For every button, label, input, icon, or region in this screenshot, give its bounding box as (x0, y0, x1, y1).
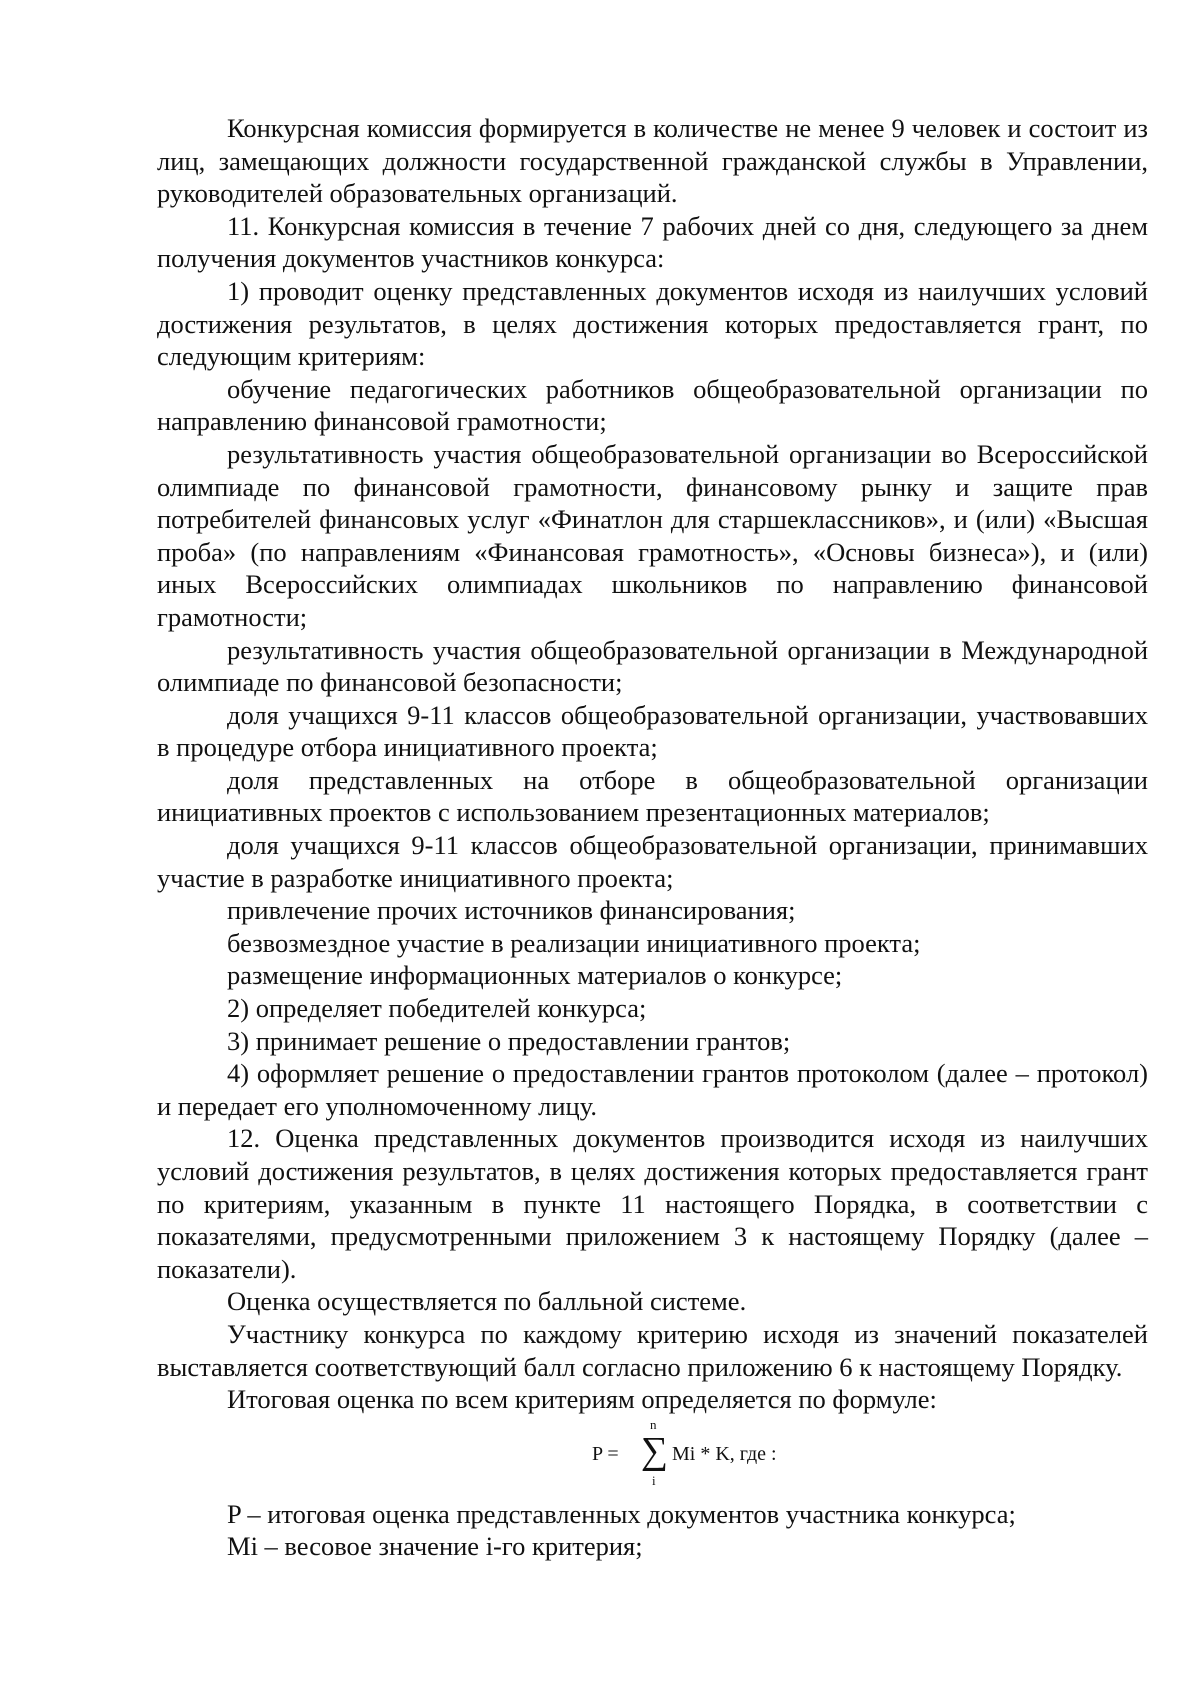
paragraph: размещение информационных материалов о конкурсе; (227, 960, 843, 991)
score-formula (592, 1416, 812, 1490)
paragraph: обучение педагогических работников общеобразовательной организации по направлению финансовой грамотности; (157, 373, 1148, 437)
formula-upper-limit: n (650, 1416, 657, 1432)
paragraph: P – итоговая оценка представленных документов участника конкурса; (227, 1498, 1016, 1529)
paragraphs-before-formula (157, 112, 1148, 1416)
paragraph: результативность участия общеобразовательной организации во Всероссийской олимпиаде по финансовой грамотности, финансовому рынку и защите прав потребителей финансовых услуг «Финатлон для старшеклассников», и (или) «Высшая проба» (по направлениям «Финансовая грамотность», «Основы бизнеса»), и (или) иных Всероссийских олимпиадах школьников по направлению финансовой грамотности; (157, 438, 1148, 632)
paragraph: привлечение прочих источников финансирования; (227, 895, 796, 926)
paragraph: 4) оформляет решение о предоставлении грантов протоколом (далее – протокол) и передает его уполномоченному лицу. (157, 1058, 1148, 1121)
paragraph: результативность участия общеобразовательной организации в Международной олимпиаде по финансовой безопасности; (157, 634, 1148, 698)
paragraph: Участнику конкурса по каждому критерию исходя из значений показателей выставляется соответствующий балл согласно приложению 6 к настоящему Порядку. (157, 1318, 1148, 1382)
paragraph: безвозмездное участие в реализации инициативного проекта; (227, 927, 921, 958)
paragraph: 11. Конкурсная комиссия в течение 7 рабочих дней со дня, следующего за днем получения документов участников конкурса: (157, 210, 1148, 274)
paragraph: доля учащихся 9-11 классов общеобразовательной организации, участвовавших в процедуре отбора инициативного проекта; (157, 699, 1148, 763)
document-page (157, 112, 1148, 1563)
paragraph: Оценка осуществляется по балльной системе. (227, 1286, 747, 1317)
paragraph: 1) проводит оценку представленных документов исходя из наилучших условий достижения результатов, в целях достижения которых предоставляется грант, по следующим критериям: (157, 275, 1148, 372)
summation-symbol: ∑ (641, 1429, 669, 1472)
paragraphs-after-formula (157, 1498, 1148, 1563)
formula-block (157, 1416, 1148, 1498)
paragraph: 3) принимает решение о предоставлении грантов; (227, 1025, 791, 1056)
paragraph: доля представленных на отборе в общеобразовательной организации инициативных проектов с использованием презентационных материалов; (157, 764, 1148, 828)
paragraph: Конкурсная комиссия формируется в количестве не менее 9 человек и состоит из лиц, замещающих должности государственной гражданской службы в Управлении, руководителей образовательных организаций. (157, 113, 1148, 209)
formula-lower-limit: i (652, 1472, 656, 1488)
paragraph: 12. Оценка представленных документов производится исходя из наилучших условий достижения результатов, в целях достижения которых предоставляется грант по критериям, указанным в пункте 11 настоящего Порядка, в соответствии с показателями, предусмотренными приложением 3 к настоящему Порядку (далее – показатели). (157, 1123, 1148, 1284)
paragraph: 2) определяет победителей конкурса; (227, 993, 647, 1024)
formula-rhs: Mi * K, где : (672, 1442, 777, 1465)
paragraph: Итоговая оценка по всем критериям определяется по формуле: (227, 1384, 937, 1415)
paragraph: Mi – весовое значение i-го критерия; (227, 1531, 643, 1562)
formula-lhs: P = (592, 1442, 619, 1465)
paragraph: доля учащихся 9-11 классов общеобразовательной организации, принимавших участие в разработке инициативного проекта; (157, 830, 1148, 893)
